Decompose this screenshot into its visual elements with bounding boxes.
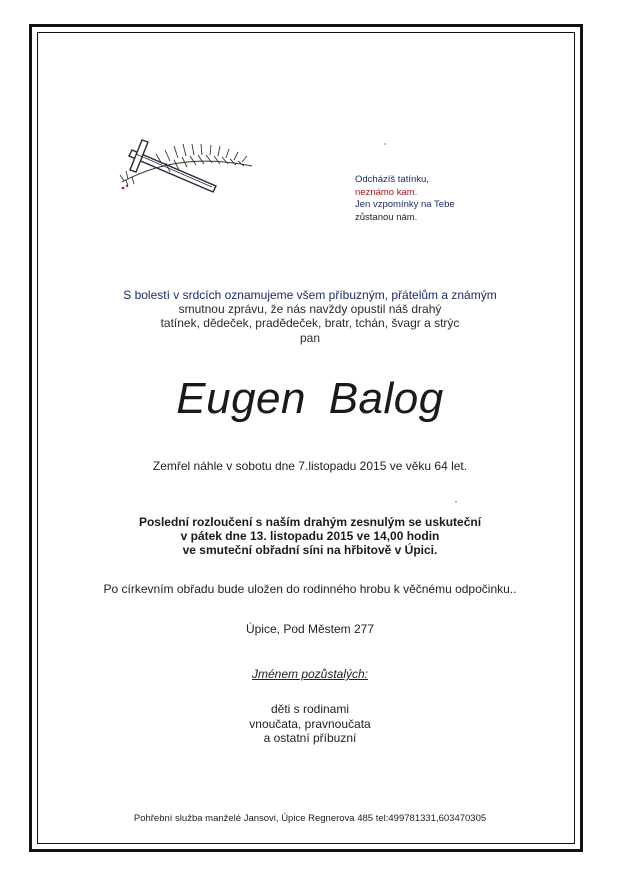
survivors-list — [0, 702, 620, 746]
burial-note: Po církevním obřadu bude uložen do rodinného hrobu k věčnému odpočinku.. — [103, 582, 517, 596]
survivors-line-1: děti s rodinami — [270, 702, 350, 716]
funeral-line-2: v pátek dne 13. listopadu 2015 ve 14,00 hodin — [180, 529, 440, 543]
cross-and-palm-icon — [112, 136, 258, 196]
deceased-name: Eugen Balog — [176, 374, 444, 423]
funeral-line-1: Poslední rozloučení s naším drahým zesnulým se uskuteční — [138, 515, 482, 529]
intro-line-4: pan — [299, 330, 321, 345]
verse-line-2: neznámo kam. — [355, 186, 418, 198]
survivors-heading: Jménem pozůstalých: — [251, 667, 369, 681]
farewell-verse — [355, 174, 455, 224]
survivors-line-3: a ostatní příbuzní — [263, 731, 357, 745]
intro-line-3: tatínek, dědeček, pradědeček, bratr, tchán, švagr a strýc — [160, 316, 460, 331]
funeral-service-footer: Pohřební služba manželé Jansovi, Úpice Regnerova 485 tel:499781331,603470305 — [133, 813, 487, 824]
funeral-line-3: ve smuteční obřadní síni na hřbitově v Úpici. — [182, 543, 438, 557]
funeral-details — [0, 515, 620, 557]
death-date-line: Zemřel náhle v sobotu dne 7.listopadu 2015 ve věku 64 let. — [152, 459, 468, 473]
scan-speck — [455, 501, 457, 503]
verse-line-1: Odcházíš tatínku, — [355, 174, 429, 185]
family-address: Úpice, Pod Městem 277 — [245, 622, 375, 636]
scan-speck — [384, 143, 386, 145]
intro-line-1: S bolestí v srdcích oznamujeme všem příbuzným, přátelům a známým — [123, 288, 497, 302]
survivors-line-2: vnoučata, pravnoučata — [249, 716, 371, 731]
intro-line-2: smutnou zprávu, že nás navždy opustil náš drahý — [178, 302, 442, 317]
announcement-intro — [60, 288, 560, 345]
verse-line-3: Jen vzpomínky na Tebe — [355, 199, 455, 210]
verse-line-4: zůstanou nám. — [355, 211, 418, 223]
